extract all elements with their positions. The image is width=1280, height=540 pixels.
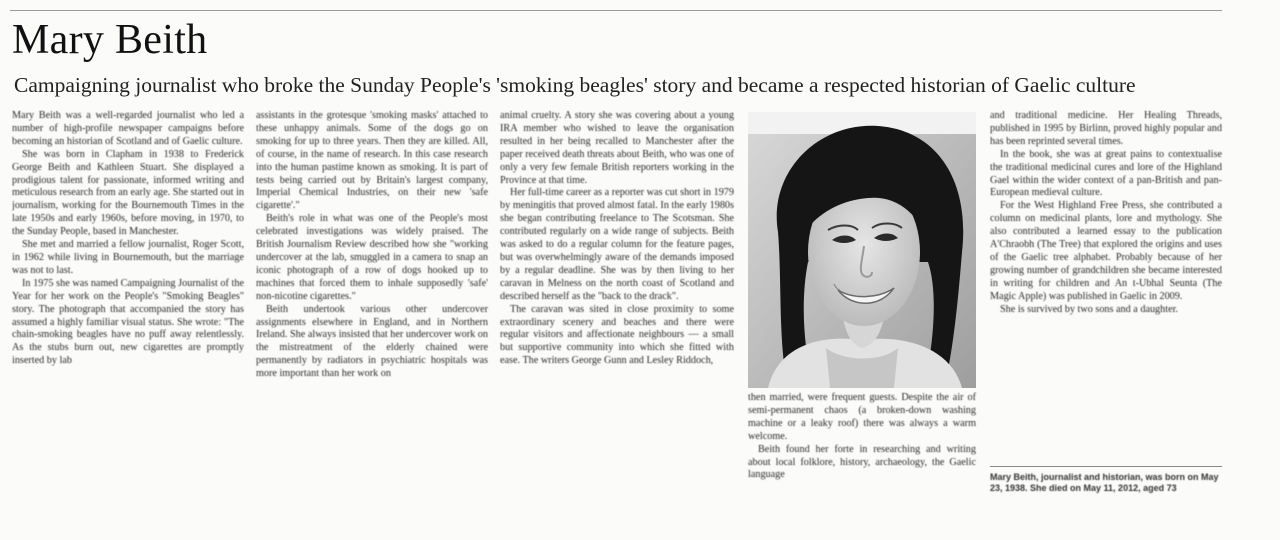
paragraph: Her full-time career as a reporter was cut short in 1979 by meningitis that proved almost fatal. In the early 1980s she began contributing freelance to The Scotsman. She contributed regularly on a wide range of subjects. Beith was asked to do a regular column for the feature pages, but was overwhelmingly aware of the demands imposed by a regular deadline. She was by then living to her caravan in Melness on the north coast of Scotland and described herself as the "back to the drack". [500, 187, 734, 302]
paragraph: then married, were frequent guests. Despite the air of semi-permanent chaos (a broken-down washing machine or a leaky roof) there was always a warm welcome. [748, 392, 976, 442]
top-rule [10, 10, 1222, 11]
paragraph: Beith undertook various other undercover assignments elsewhere in England, and in Northern Ireland. She always insisted that her undercover work on the mistreatment of the elderly chained were permanently by radiators in psychiatric hospitals was more important than her work on [256, 303, 488, 380]
portrait-illustration [748, 112, 976, 388]
paragraph: She met and married a fellow journalist, Roger Scott, in 1962 while living in Bournemouth, but the marriage was not to last. [12, 239, 244, 276]
paragraph: Beith's role in what was one of the People's most celebrated investigations was widely praised. The British Journalism Review described how she "working undercover at the lab, smuggled in a camera to snap an iconic photograph of a row of dogs hooked up to machines that forced them to inhale supposedly 'safe' non-nicotine cigarettes." [256, 213, 488, 302]
paragraph: Beith found her forte in researching and writing about local folklore, history, archaeology, the Gaelic language [748, 443, 976, 481]
paragraph: Mary Beith was a well-regarded journalist who led a number of high-profile newspaper campaigns before becoming an historian of Scotland and of Gaelic culture. [12, 110, 244, 147]
paragraph: In 1975 she was named Campaigning Journalist of the Year for her work on the People's "Smoking Beagles" story. The photograph that accompanied the story has assumed a highly familiar visual status. She wrote: "The chain-smoking beagles have no puff away relentlessly. As the stubs burn out, new cigarettes are promptly inserted by lab [12, 277, 244, 367]
paragraph: and traditional medicine. Her Healing Threads, published in 1995 by Birlinn, proved highly popular and has been reprinted several times. [990, 110, 1222, 147]
text-column-3 [500, 110, 734, 518]
life-dates-caption: Mary Beith, journalist and historian, was born on May 23, 1938. She died on May 11, 2012, aged 73 [990, 472, 1219, 493]
obituary-title: Mary Beith [12, 17, 208, 63]
portrait-photo [748, 112, 976, 388]
paragraph: animal cruelty. A story she was covering about a young IRA member who wished to leave the organisation resulted in her being recalled to Manchester after the paper received death threats about Beith, who was one of only a very few female British reporters working in the Province at that time. [500, 110, 734, 186]
paragraph: She is survived by two sons and a daughter. [1000, 303, 1178, 315]
paragraph: She was born in Clapham in 1938 to Frederick George Beith and Kathleen Stuart. She displayed a prodigious talent for passionate, informed writing and meticulous research from an early age. She started out in journalism, working for the Bournemouth Times in the late 1950s and early 1960s, before moving, in 1970, to the Sunday People, based in Manchester. [12, 148, 244, 238]
paragraph: In the book, she was at great pains to contextualise the traditional medicinal cures and lore of the Highland Gael within the wider context of a pan-British and pan-European medieval culture. [990, 148, 1222, 199]
text-column-2 [256, 110, 488, 518]
text-column-5 [990, 110, 1222, 470]
text-column-1 [12, 110, 244, 518]
caption-rule [990, 466, 1222, 467]
paragraph: The caravan was sited in close proximity to some extraordinary scenery and beaches and there were regular visitors and affectionate neighbours — a small but supportive community into which she fitted with ease. The writers George Gunn and Lesley Riddoch, [500, 303, 734, 367]
paragraph: For the West Highland Free Press, she contributed a column on medicinal plants, lore and mythology. She also contributed a learned essay to the publication A'Chraobh (The Tree) that explored the origins and uses of the Gaelic tree alphabet. Probably because of her growing number of grandchildren she became interested in writing for children and An t-Ubhal Seunta (The Magic Apple) was published in Gaelic in 2009. [990, 200, 1222, 302]
obituary-subtitle: Campaigning journalist who broke the Sunday People's 'smoking beagles' story and became a respected historian of Gaelic culture [14, 73, 1136, 97]
text-column-4 [748, 392, 976, 518]
paragraph: assistants in the grotesque 'smoking masks' attached to these unhappy animals. Some of the dogs go on smoking for up to three years. Then they are killed. All, of course, in the name of research. In this case research into the human pastime known as smoking. It is part of tests being carried out by Britain's largest company, Imperial Chemical Industries, on their new 'safe cigarette'." [256, 110, 488, 212]
